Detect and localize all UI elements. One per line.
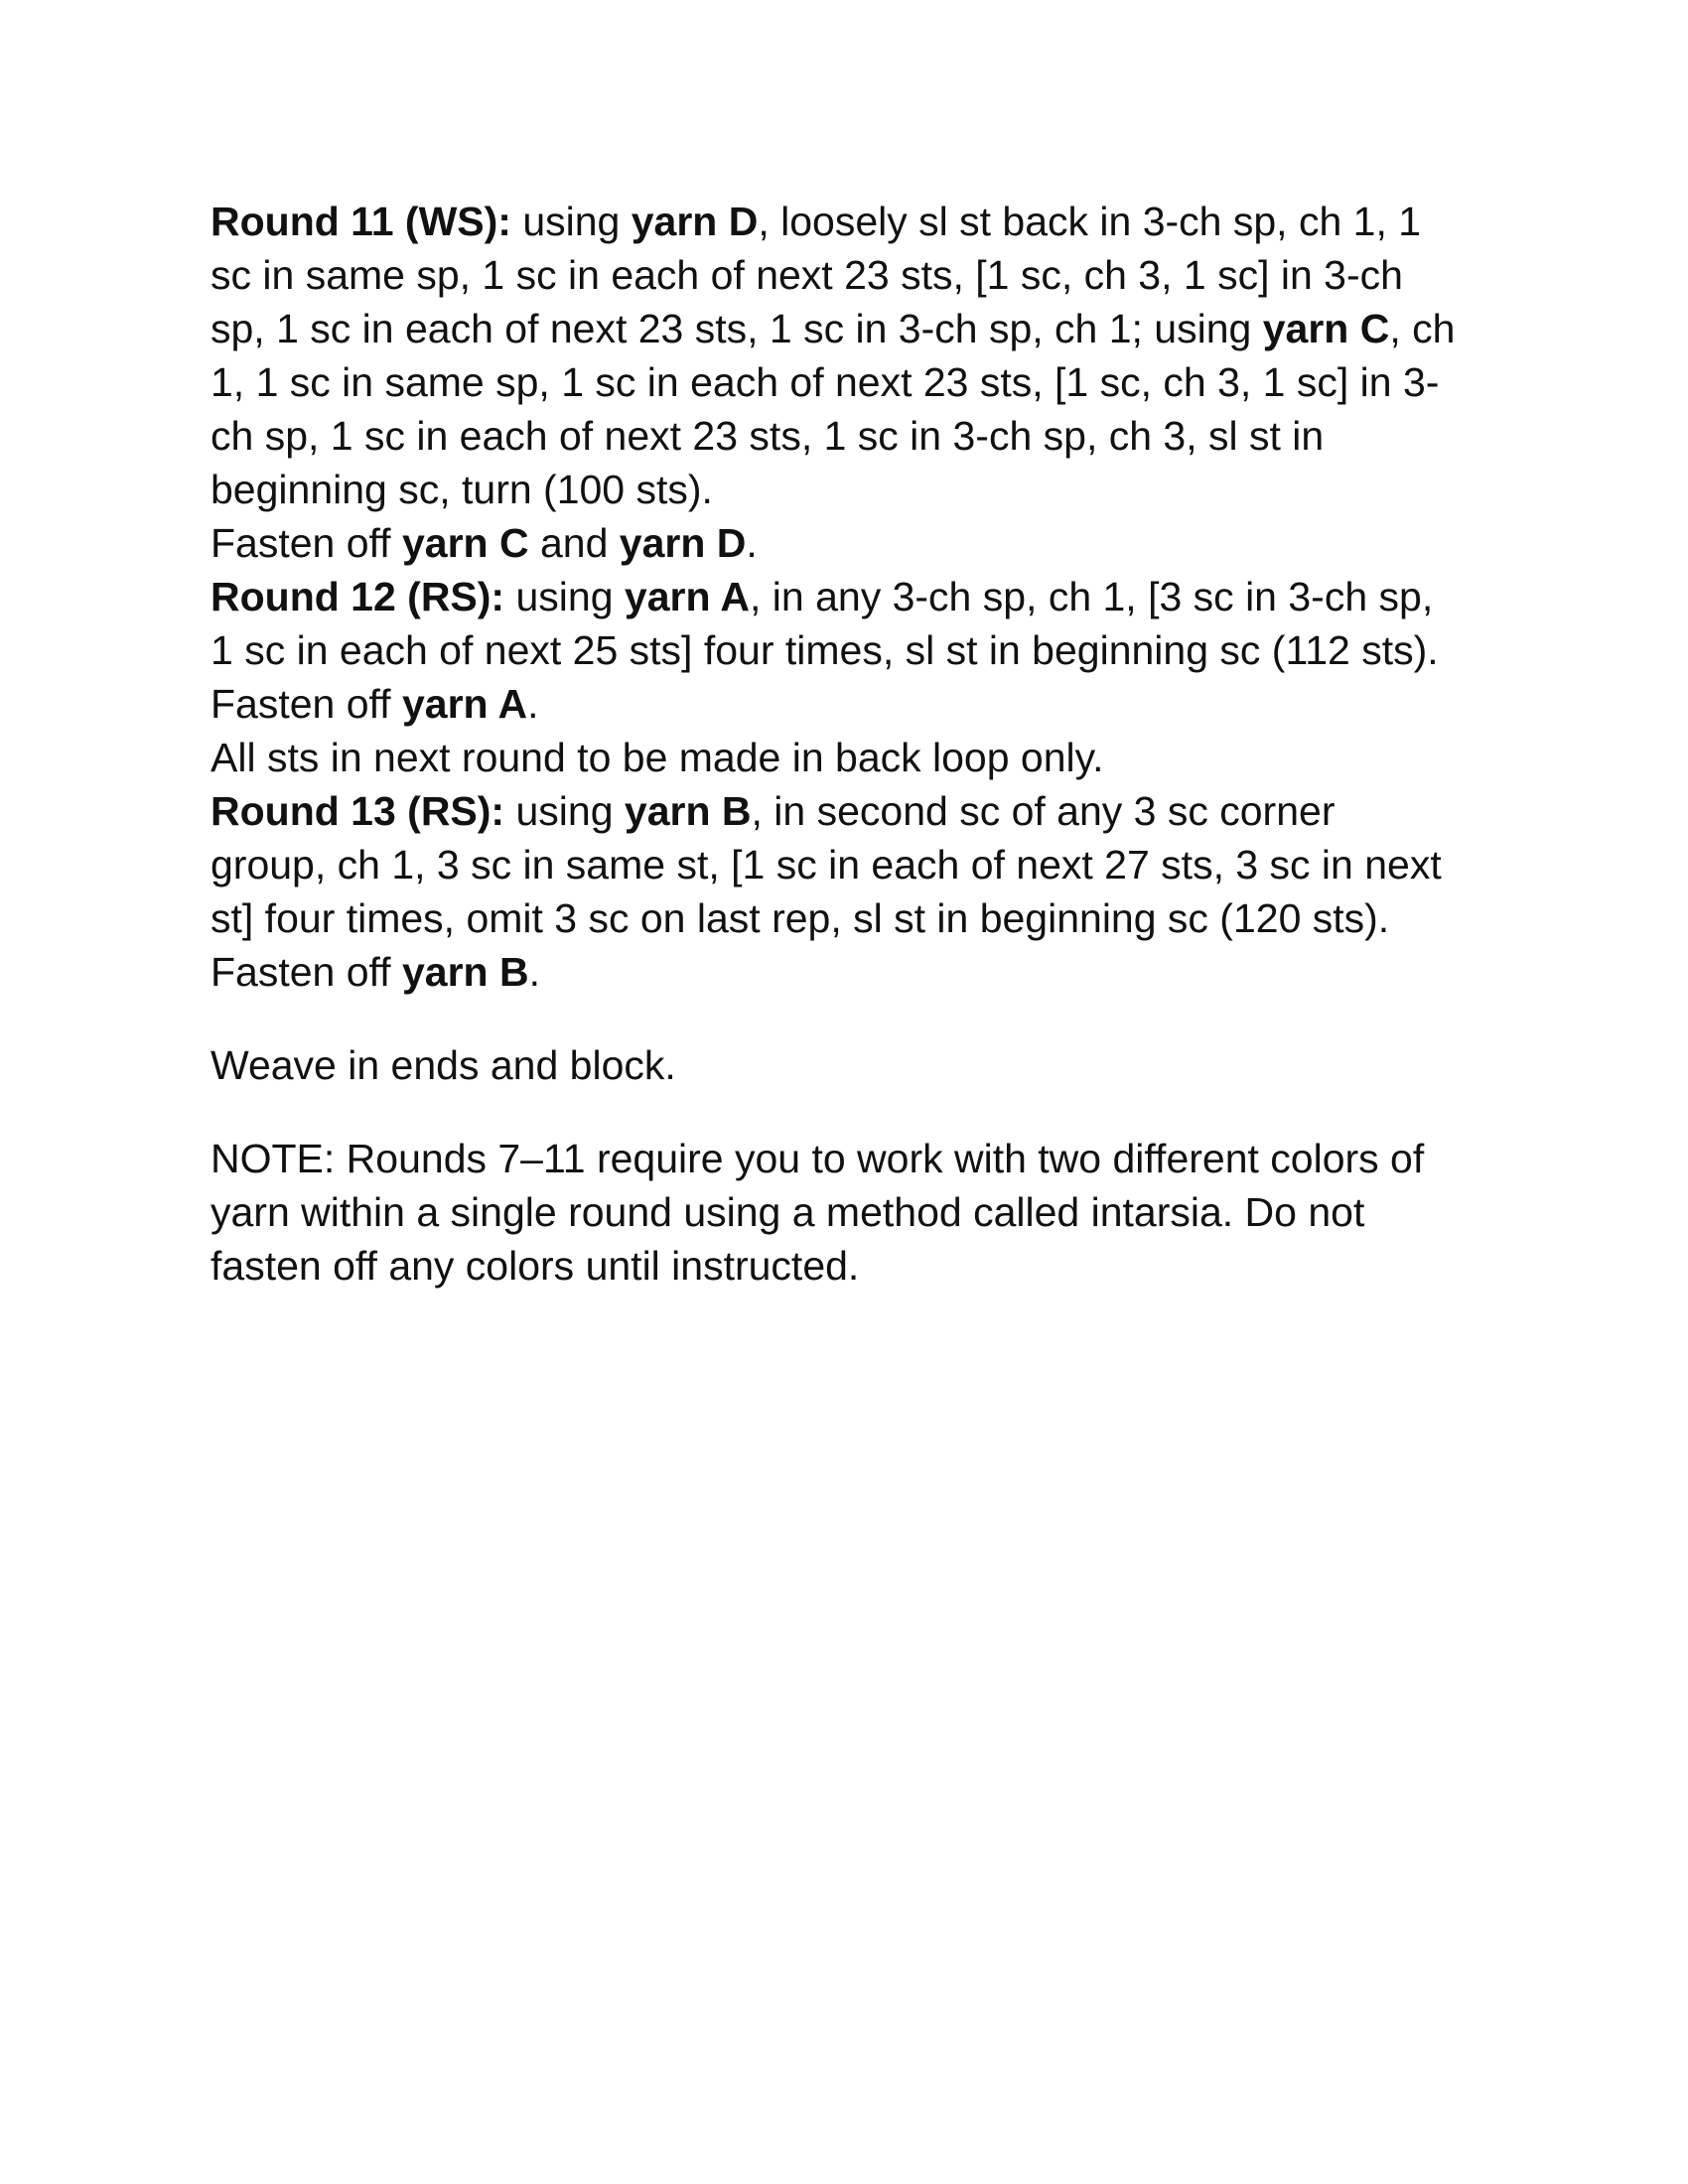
yarn-c-ref: yarn C xyxy=(1262,306,1390,351)
round-12-line-2: 1 sc in each of next 25 sts] four times, sl st in beginning sc (112 sts). xyxy=(211,627,1439,673)
yarn-d-ref: yarn D xyxy=(619,520,747,566)
round-13-label: Round 13 (RS): xyxy=(211,788,505,834)
text-run: , loosely sl st back in 3-ch sp, ch 1, 1 xyxy=(758,199,1422,244)
round-13-line-2: group, ch 1, 3 sc in same st, [1 sc in each of next 27 sts, 3 sc in next xyxy=(211,842,1442,887)
text-run: Fasten off xyxy=(211,520,402,566)
weave-instruction: Weave in ends and block. xyxy=(211,1042,676,1088)
text-run: , in any 3-ch sp, ch 1, [3 sc in 3-ch sp, xyxy=(750,574,1434,619)
fasten-off-b xyxy=(211,945,1501,999)
intarsia-note xyxy=(211,1132,1501,1293)
round-11-label: Round 11 (WS): xyxy=(211,199,511,244)
yarn-a-ref: yarn A xyxy=(624,574,750,619)
fasten-off-a xyxy=(211,677,1501,731)
round-13-line-1 xyxy=(211,784,1501,838)
round-11-line-2: sc in same sp, 1 sc in each of next 23 sts, [1 sc, ch 3, 1 sc] in 3-ch xyxy=(211,252,1403,298)
note-line-3: fasten off any colors until instructed. xyxy=(211,1243,860,1289)
yarn-d-ref: yarn D xyxy=(631,199,759,244)
round-11-line-5: ch sp, 1 sc in each of next 23 sts, 1 sc in 3-ch sp, ch 3, sl st in xyxy=(211,413,1325,459)
text-run: and xyxy=(528,520,620,566)
text-run: Fasten off xyxy=(211,949,402,995)
round-12-label: Round 12 (RS): xyxy=(211,574,505,619)
round-11-instructions xyxy=(211,195,1501,516)
round-12-instructions xyxy=(211,570,1501,677)
note-line-1: NOTE: Rounds 7–11 require you to work with two different colors of xyxy=(211,1136,1425,1181)
yarn-b-ref: yarn B xyxy=(624,788,752,834)
text-run: sp, 1 sc in each of next 23 sts, 1 sc in 3-ch sp, ch 1; using xyxy=(211,306,1263,351)
round-11-line-6: beginning sc, turn (100 sts). xyxy=(211,467,713,512)
back-loop-note: All sts in next round to be made in back loop only. xyxy=(211,735,1104,780)
document-page xyxy=(211,195,1501,1293)
round-11-line-1 xyxy=(211,195,1501,248)
text-run: using xyxy=(510,199,632,244)
text-run: . xyxy=(528,949,540,995)
fasten-off-c-d xyxy=(211,516,1501,570)
text-run: , in second sc of any 3 sc corner xyxy=(751,788,1336,834)
text-run: using xyxy=(504,788,625,834)
round-13-instructions xyxy=(211,784,1501,945)
round-12-line-1 xyxy=(211,570,1501,623)
text-run: . xyxy=(527,681,539,727)
yarn-c-ref: yarn C xyxy=(401,520,529,566)
yarn-b-ref: yarn B xyxy=(401,949,529,995)
text-run: , ch xyxy=(1389,306,1456,351)
text-run: . xyxy=(746,520,758,566)
text-run: using xyxy=(504,574,625,619)
yarn-a-ref: yarn A xyxy=(401,681,528,727)
text-run: Fasten off xyxy=(211,681,402,727)
round-11-line-3 xyxy=(211,302,1501,355)
round-11-line-4: 1, 1 sc in same sp, 1 sc in each of next 23 sts, [1 sc, ch 3, 1 sc] in 3- xyxy=(211,359,1440,405)
round-13-line-3: st] four times, omit 3 sc on last rep, sl st in beginning sc (120 sts). xyxy=(211,895,1390,941)
note-line-2: yarn within a single round using a method called intarsia. Do not xyxy=(211,1189,1365,1235)
